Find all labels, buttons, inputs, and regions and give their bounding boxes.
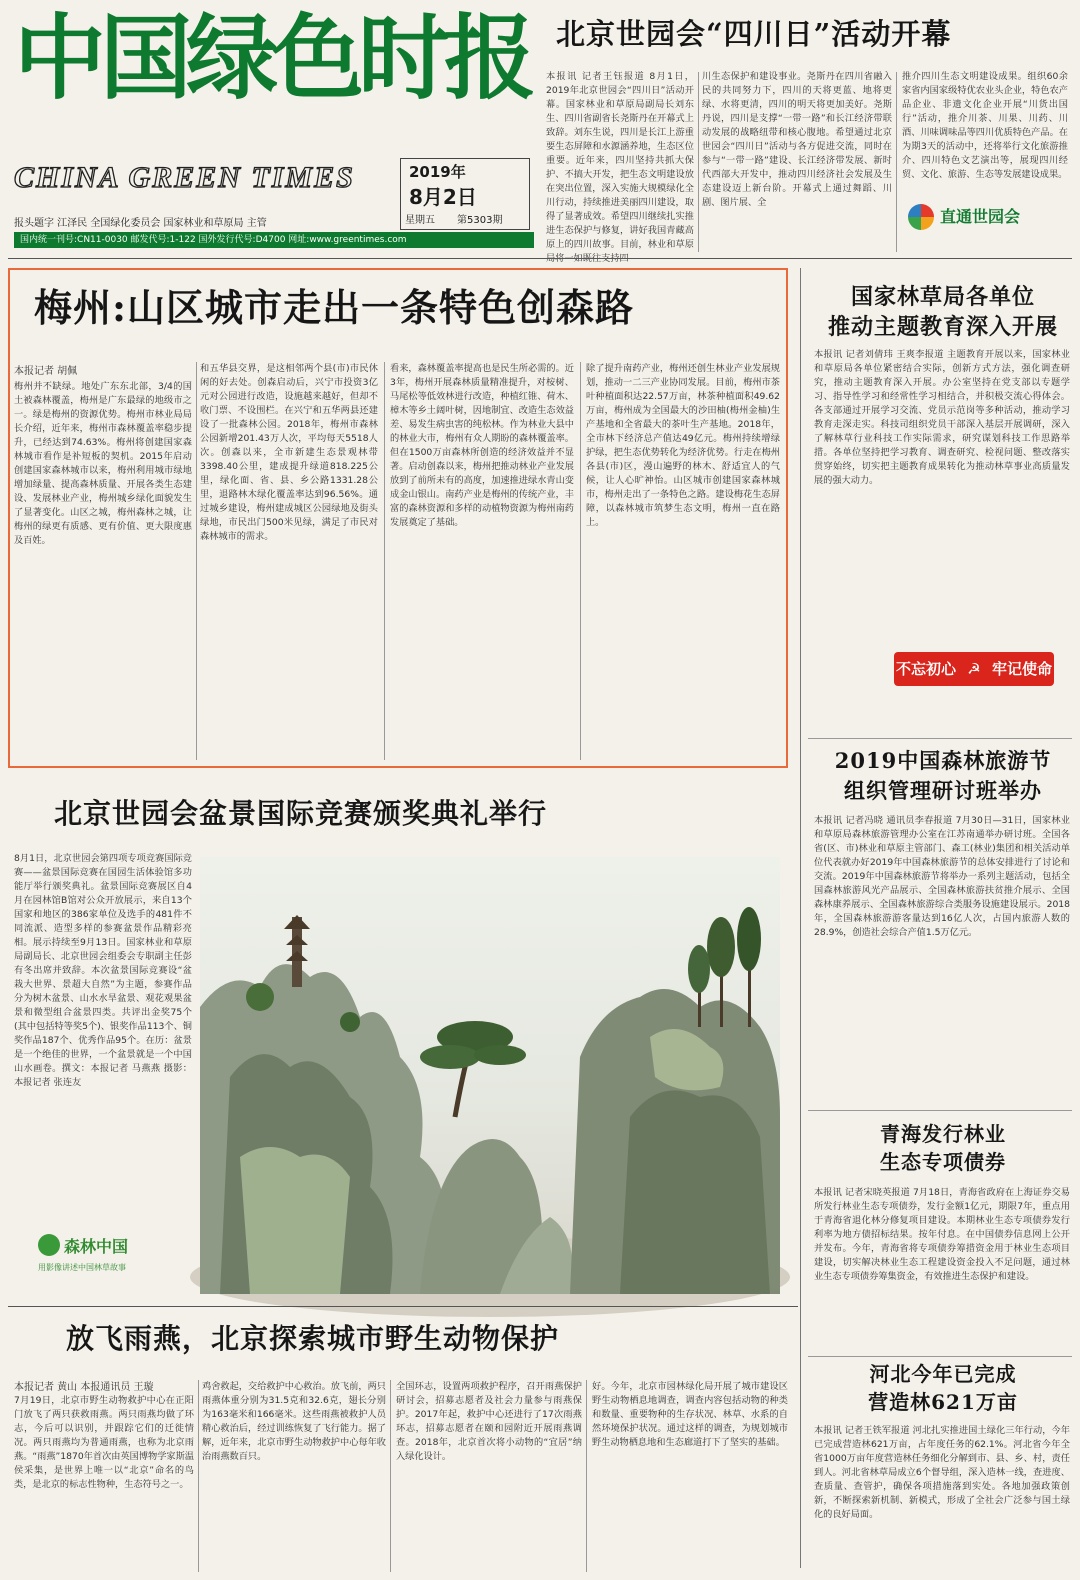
top-story-col-2: 川生态保护和建设事业。尧斯丹在四川省融入民的共同努力下，四川的天将更蓝、地将更绿、水将更清，四川的明天将更加美好。尧斯丹说，四川是支撑“一带一路”和长江经济带联动发展的战略纽带和核心腹地。希望通过北京世园会“四川日”活动与各方促进交流，同时在参与“一带一路”建设、长江经济带发展、新时代西部大开发中，推动四川经济社会发展及生态建设迈上新台阶。开幕式上通过舞蹈、川剧、图片展、全 [702,71,892,208]
masthead-title: 中国绿色时报 [14,4,531,112]
sticker-right-text: 牢记使命 [991,660,1052,678]
wildlife-byline: 本报记者 黄山 本报通讯员 王璇 [14,1382,154,1393]
sidebar-story-1-headline-line-1: 国家林草局各单位 [850,284,1035,310]
top-story-col-1: 本报讯 记者王钰报道 8月1日，2019年北京世园会“四川日”活动开幕。国家林业和草原局副局长刘东生、四川省副省长尧斯丹在开幕式上致辞。刘东生说，四川是长江上游重要生态屏障和水源涵养地，生态区位重要。近年来，四川坚持共抓大保护、不搞大开发，把生态文明建设放在突出位置，深入实施大规模绿化全川行动，持续推进美丽四川建设，取得了显著成效。希望四川继续扎实推进生态保护与修复，讲好我国青藏高原上的四川故事。目前，林业和草原 [546,71,694,250]
wildlife-col-4: 好。今年，北京市园林绿化局开展了城市建设区野生动物栖息地调查，调查内容包括动物的种类和数量、重要物种的生存状况、林草、水系的自然环境保护状况。通过这样的调查，为规划城市野生动物栖息地和生态廊道打下了坚实的基础。 [592,1381,788,1448]
forest-china-badge [38,1234,158,1282]
issue-number: 第5303期 [457,215,503,226]
weekday: 星期五 [405,215,435,226]
bonsai-headline: 北京世园会盆景国际竞赛颁奖典礼举行 [54,797,548,830]
sidebar-story-3-headline-line-2: 生态专项债券 [880,1150,1006,1174]
theme-education-sticker [894,652,1054,686]
bonsai-col-1: 8月1日，北京世园会第四项专项竞赛国际竞赛——盆景国际竞赛在国园生活体验馆多功能厅举行颁奖典礼。盆景国际竞赛展区自4月在园林馆B馆对公众开放展示，来自13个国家和地区的386家单位及选手的481件不同流派、造型多样的参赛盆景作品精彩亮相。展示持续至9月13日。国家林业和草原局副局长、北京世园会组委会专职副主任彭有冬出席并致辞。本次盆景国际竞赛设“盆栽大世界、景超大自然”为主题，参赛作品分为树木盆景、山水水旱盆景、观花观果盆景和微型组合盆景四类。共评出金奖75个(其中包括特等奖5个)、银奖作品113个、铜奖作品187个、优秀作品95个。在历：盆景是一个绝佳的世界，一个盆景就是一个中国山水画卷。撰文：本报记者 马燕燕 摄影：本报记者 张连友 [14,853,192,1088]
top-story-headline: 北京世园会“四川日”活动开幕 [556,17,952,51]
wildlife-col-3: 全国环志，设置两项救护程序，召开雨燕保护研讨会，招募志愿者及社会力量参与雨燕保护。2017年起，救护中心还进行了17次雨燕环志，招募志愿者在颐和园附近开展雨燕调查。2018年，北京首次将小动物的“宜居”纳入绿化设计。 [396,1381,582,1462]
feature-headline: 梅州:山区城市走出一条特色创森路 [34,285,635,330]
date-day: 8月2日 [409,185,477,209]
sticker-left-text: 不忘初心 [896,660,957,678]
feature-col-1: 梅州并不缺绿。地处广东东北部，3/4的国土被森林覆盖，梅州是广东最绿的地级市之一。绿是梅州的资源优势。梅州市林业局局长介绍，近年来，梅州市森林覆盖率稳步提升，已经达到74.63%。梅州将创建国家森林城市看作是补短板的契机。2015年启动创建国家森林城市以来，梅州利用城市绿地增加绿量、提高森林质量、开展各类生态建设、发展林业产业，梅州城乡绿化面貌发生了显著变化。山区之城，梅州森林之城，让梅州的绿更有质感、更有价值、更大限度惠及百姓。 [14,381,192,546]
sidebar-story-4-headline-line-1: 河北今年已完成 [869,1362,1017,1386]
feature-byline: 本报记者 胡佩 [14,366,78,377]
sidebar-story-4-headline-line-2: 营造林621万亩 [868,1390,1018,1414]
masthead-info: 报头题字 江泽民 全国绿化委员会 国家林业和草原局 主管 [14,218,267,229]
sidebar-story-2-headline-line-2: 组织管理研讨班举办 [844,778,1042,803]
forest-badge-title: 森林中国 [64,1237,129,1256]
wildlife-col-1: 7月19日，北京市野生动物救护中心在正阳门放飞了两只获救雨燕。两只雨燕均做了环志，今后可以识别，并跟踪它们的迁徙情况。两只雨燕均为普通雨燕，也称为北京雨燕。“雨燕”1870年首次由英国博物学家斯温侯采集，是世界上唯一以“北京”命名的鸟类，是北京的标志性物种，生态符号之一。 [14,1395,194,1490]
bonsai-landscape-illustration [200,857,780,1294]
feature-col-3: 看来，森林覆盖率提高也是民生所必需的。近3年，梅州开展森林质量精准提升，对桉树、马尾松等低效林进行改造，种植红锥、荷木、樟木等乡土阔叶树，因地制宜、改造生态效益差、易发生病虫害的纯松林。作为林业大县中的林业大市，梅州有众人期盼的森林覆盖率。但在1500万亩森林所创造的经济效益并不显著。启动创森以来，梅州把推动林业产业发展放到了前所未有的高度，加速推进绿水青山变成金山银山。南药产业是梅州的传统产业，丰富的森林资源和多样的动植物资源为梅州南药发展奠定了基础。 [390,363,574,528]
masthead-english-title: CHINA GREEN TIMES [14,161,355,194]
leaf-icon [38,1234,60,1256]
sidebar-story-2-headline-line-1: 2019中国森林旅游节 [834,748,1052,773]
sidebar-story-1-body-tail [814,690,1070,730]
forest-badge-subtitle: 用影像讲述中国林草故事 [38,1263,126,1272]
party-emblem-icon: ☭ [967,660,981,678]
expo-logo-icon [908,204,934,230]
sidebar-story-3-headline-line-1: 青海发行林业 [880,1122,1006,1146]
date-year: 2019年 [409,163,466,181]
top-story-col-3: 推介四川生态文明建设成果。组织60余家省内国家级特优农业头企业，特色农产品企业、非遗文化企业开展“川货出国行”活动，推介川茶、川果、川药、川酒、川味调味品等四川优质特色产品。在为期3天的活动中，还将举行文化旅游推介、四川特色文艺演出等，展现四川经贸、文化、旅游、生态等发展建设成果。 [902,71,1068,180]
wildlife-headline: 放飞雨燕，北京探索城市野生动物保护 [66,1322,560,1355]
sidebar-story-4-body: 本报讯 记者王铁军报道 河北扎实推进国土绿化三年行动，今年已完成营造林621万亩，占年度任务的62.1%。河北省今年全省1000万亩年度营造林任务细化分解到市、县、乡、村，责任到人。河北省林草局成立6个督导组，深入造林一线，查进度、查质量、查管护，确保各项措施落到实处。各地加强政策创新，不断探索新机制、新模式，形成了全社会广泛参与国土绿化的良好局面。 [814,1425,1070,1520]
sidebar-story-1-body: 本报讯 记者刘倩玮 王爽李报道 主题教育开展以来，国家林业和草原局各单位紧密结合实际，创新方式方法，强化调查研究，推动主题教育深入开展。办公室坚持在党支部以专题学习、指导性学习和经常性学习相结合，并积极交流心得体会。各支部通过开展学习交流、党员示范岗等多种活动，推动学习教育走深走实。科技司组织党员干部深入基层开展调研，深入了解林草行业科技工作实际需求，研究谋划科技工作思路举措。各单位坚持把学习教育、调查研究、检视问题、整改落实贯穿始终，切实把主题教育成果转化为推动林草事业高质量发展的强大动力。 [814,349,1070,486]
masthead-bar: 国内统一刊号:CN11-0030 邮发代号:1-122 国外发行代号:D4700 网址:www.greentimes.com [14,232,534,248]
sidebar-story-1-headline-line-2: 推动主题教育深入开展 [827,314,1058,340]
sidebar-story-2-body: 本报讯 记者冯晓 通讯员李春报道 7月30日—31日，国家林业和草原局森林旅游管理办公室在江苏南通举办研讨班。全国各省(区、市)林业和草原主管部门、森工(林业)集团和相关活动单位代表就办好2019年中国森林旅游节的总体安排进行了讨论和交流。2019年中国森林旅游节将举办一系列主题活动，包括全国森林旅游风光产品展示、全国森林旅游扶贫推介展示、全国森林康养展示、全国森林旅游综合类服务设施建设展示。2018年，全国森林旅游游客量达到16亿人次，占国内旅游人数的28.9%，创造社会综合产值1.5万亿元。 [814,815,1070,938]
bonsai-photo [200,857,780,1294]
feature-col-2: 和五华县交界，是这相邻两个县(市)市民休闲的好去处。创森启动后，兴宁市投资3亿元对公园进行改造，设施越来越好，但却不收门票、不设围栏。在兴宁和五华两县还建设了一批森林公园。2018年，梅州市森林公园新增201.43万人次，平均每天5518人次。创森以来，全市新建生态景观林带3398.40公里，建成提升绿道818.225公里，绿化面、省、县、乡公路1331.28公里，退路林木绿化覆盖率达到96.56%。通过城乡建设，梅州建成城区公园绿地及街头绿地，市民出门500米见绿，满足了市民对森林城市的需求。 [200,363,378,542]
expo-logo-text: 直通世园会 [940,207,1021,226]
sidebar-story-3-body: 本报讯 记者宋晓英报道 7月18日，青海省政府在上海证券交易所发行林业生态专项债券，发行金额1亿元，期限7年，重点用于青海省退化林分修复项目建设。本期林业生态专项债券发行利率为地方债招标结果。按年付息。在中国债券信息网上公开并发布。今年，青海省将专项债券筹措资金用于林业生态项目建设，切实解决林业生态工程建设资金投入不足问题，通过林业生态专项债券筹集资金，有效推进生态保护和建设。 [814,1187,1070,1282]
wildlife-col-2: 鸡舍救起，交给救护中心救治。放飞前，两只雨燕体重分别为31.5克和32.6克，翅长分别为163毫米和166毫米。这些雨燕被救护人员精心救治后，经过训练恢复了飞行能力。据了解，近年来，北京市野生动物救护中心每年收治雨燕数百只。 [202,1381,386,1462]
feature-col-4: 除了提升南药产业，梅州还创生林业产业发展规划，推动一二三产业协同发展。目前，梅州市茶叶种植面积达22.57万亩，林茶种植面积49.62万亩，梅州成为全国最大的沙田柚(梅州金柚)生产基地和全省最大的茶叶生产基地。2018年，全市林下经济总产值达49亿元。梅州持续增绿护绿，把生态优势转化为经济优势。行走在梅州各县(市)区，漫山遍野的林木、舒适宜人的气候，让人心旷神怡。山区城市创建国家森林城市，梅州走出了一条特色之路。建设梅花生态屏障，以森林城市筑梦生态文明，梅州一直在路上。 [586,363,780,528]
